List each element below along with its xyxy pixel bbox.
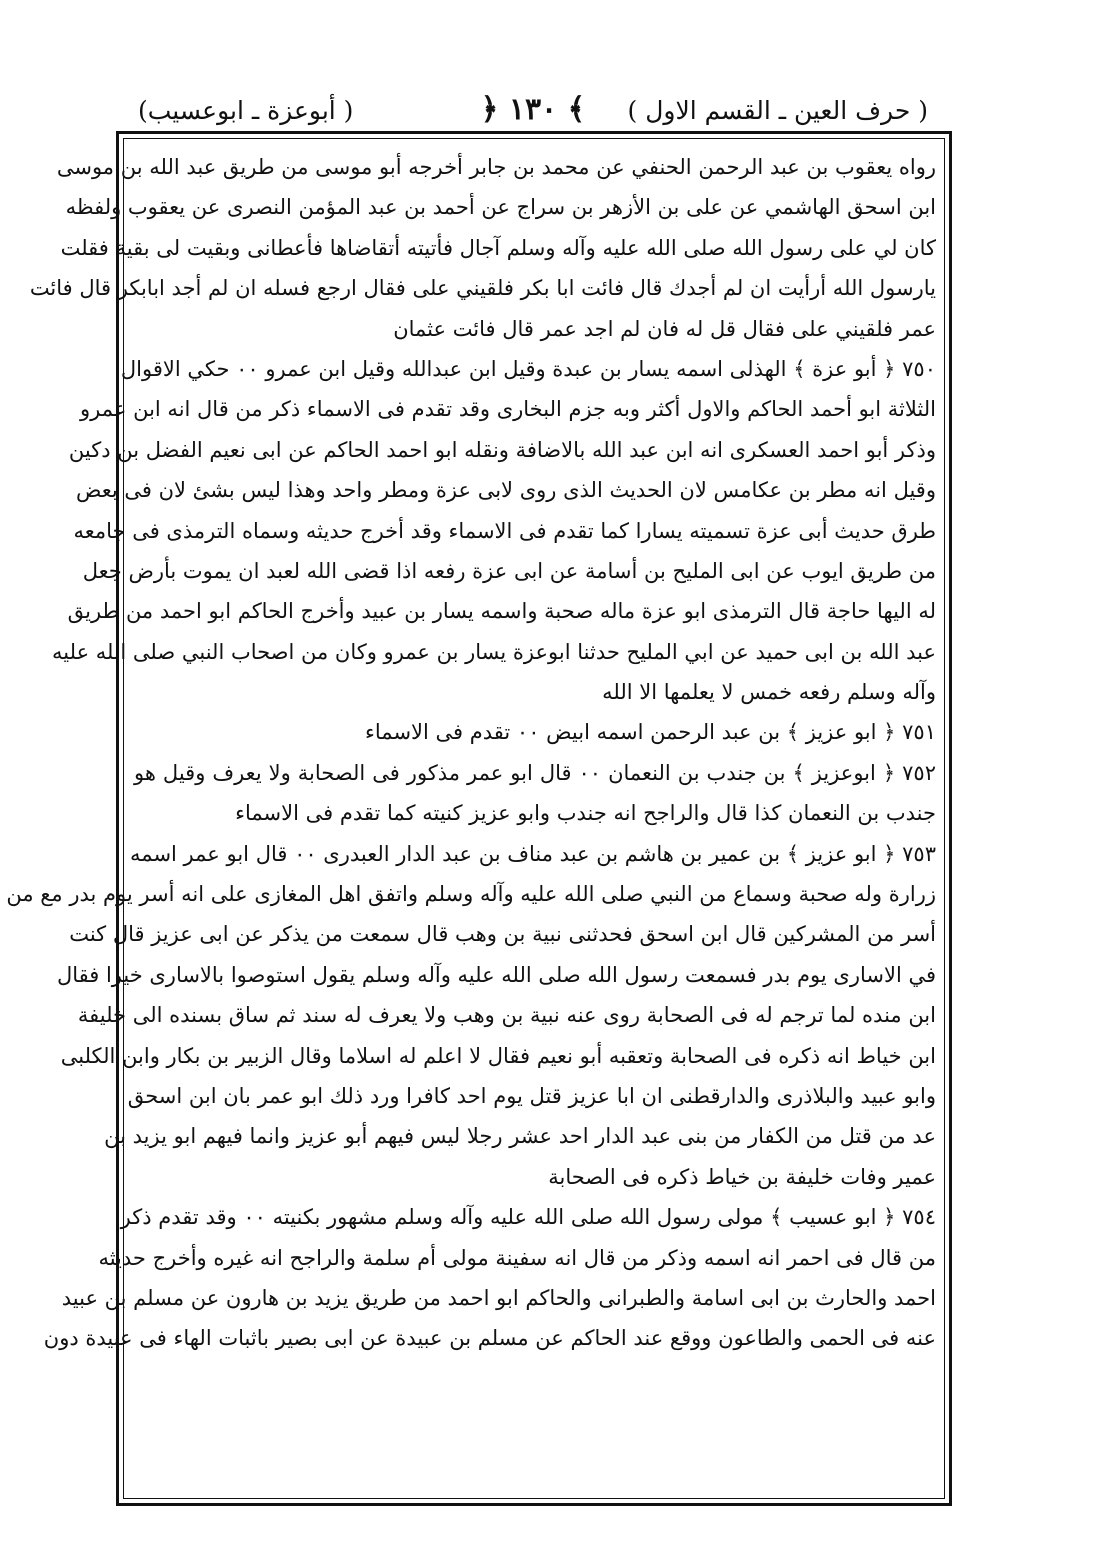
text-line: عمير وفات خليفة بن خياط ذكره فى الصحابة (548, 1164, 936, 1189)
text-line: عبد الله بن ابى حميد عن ابي المليح حدثنا ابوعزة يسار بن عمرو وكان من اصحاب النبي صلى الله عليه (52, 639, 936, 664)
text-line: ابن خياط انه ذكره فى الصحابة وتعقبه أبو نعيم فقال لا اعلم له اسلاما وقال الزبير بن بكار وابن الكلبى (60, 1043, 936, 1068)
body-text (6, 147, 936, 1359)
text-line: زرارة وله صحبة وسماع من النبي صلى الله عليه وآله وسلم واتفق اهل المغازى على انه أسر يوم بدر مع من (6, 882, 936, 907)
text-line: وقيل انه مطر بن عكامس لان الحديث الذى روى لابى عزة ومطر واحد وهذا ليس بشئ لان فى بعض (76, 478, 936, 503)
text-line: له اليها حاجة قال الترمذى ابو عزة ماله صحبة واسمه يسار بن عبيد وأخرج الحاكم ابو احمد من طريق (67, 599, 936, 624)
text-line: ابن منده لما ترجم له فى الصحابة روى عنه نبية بن وهب ولا يعرف له سند ثم ساق بسنده الى خليفة (77, 1003, 936, 1028)
page-header (138, 86, 928, 136)
text-line: وذكر أبو احمد العسكرى انه ابن عبد الله بالاضافة ونقله ابو احمد الحاكم عن ابى نعيم الفضل بن دكين (68, 437, 936, 462)
entries-heading: ( أبوعزة ـ ابوعسيب) (138, 96, 354, 125)
text-line: رواه يعقوب بن عبد الرحمن الحنفي عن محمد بن جابر أخرجه أبو موسى من طريق عبد الله بن موسى (56, 155, 936, 179)
text-line: الثلاثة ابو أحمد الحاكم والاول أكثر وبه جزم البخارى وقد تقدم فى الاسماء ذكر من قال انه ابن عمرو (80, 397, 936, 422)
text-line: عد من قتل من الكفار من بنى عبد الدار احد عشر رجلا ليس فيهم أبو عزيز وانما فيهم ابو يزيد بن (104, 1124, 936, 1149)
text-line: كان لي على رسول الله صلى الله عليه وآله وسلم آجال فأتيته أتقاضاها فأعطانى وبقيت لى بقية فقلت (60, 235, 936, 260)
entry-754-line: ٧٥٤ ﴿ ابو عسيب ﴾ مولى رسول الله صلى الله عليه وآله وسلم مشهور بكنيته ٠٠ وقد تقدم ذكر (120, 1205, 936, 1230)
text-line: يارسول الله أرأيت ان لم أجدك قال فائت ابا بكر فلقيني على فقال ارجع فسله ان لم أجد ابابكر قال فائت (29, 276, 936, 301)
text-line: من طريق ايوب عن ابى المليح بن أسامة عن ابى عزة رفعه اذا قضى الله لعبد ان يموت بأرض جعل (82, 558, 936, 583)
text-line: من قال فى احمر انه اسمه وذكر من قال انه سفينة مولى أم سلمة والراجح انه غيره وأخرج حديثه (98, 1245, 936, 1270)
text-line: احمد والحارث بن ابى اسامة والطبرانى والحاكم ابو احمد من طريق يزيد بن هارون عن مسلم بن عبيد (61, 1285, 936, 1310)
entry-750-line: ٧٥٠ ﴿ أبو عزة ﴾ الهذلى اسمه يسار بن عبدة وقيل ابن عبدالله وقيل ابن عمرو ٠٠ حكي الاقوال (120, 356, 936, 381)
text-line: عنه فى الحمى والطاعون ووقع عند الحاكم عن مسلم بن عبيدة عن ابى بصير باثبات الهاء فى عبيدة دون (43, 1326, 936, 1351)
text-line: جندب بن النعمان كذا قال والراجح انه جندب وابو عزيز كنيته كما تقدم فى الاسماء (235, 801, 936, 826)
entry-753-line: ٧٥٣ ﴿ ابو عزيز ﴾ بن عمير بن هاشم بن عبد مناف بن عبد الدار العبدرى ٠٠ قال ابو عمر اسمه (130, 841, 936, 866)
text-line: في الاسارى يوم بدر فسمعت رسول الله صلى الله عليه وآله وسلم يقول استوصوا بالاسارى خيرا فقال (56, 962, 936, 987)
page-number: ﴾ ١٣٠ ﴿ (480, 92, 586, 127)
text-line: عمر فلقيني على فقال قل له فان لم اجد عمر قال فائت عثمان (393, 316, 936, 341)
chapter-heading: ( حرف العين ـ القسم الاول ) (627, 96, 928, 125)
text-line: وآله وسلم رفعه خمس لا يعلمها الا الله (602, 680, 936, 705)
text-line: طرق حديث أبى عزة تسميته يسارا كما تقدم فى الاسماء وقد أخرج حديثه وسماه الترمذى فى جامعه (73, 518, 936, 543)
text-line: أسر من المشركين قال ابن اسحق فحدثنى نبية بن وهب قال سمعت من يذكر عن ابى عزيز قال كنت (69, 922, 936, 947)
entry-751-line: ٧٥١ ﴿ ابو عزيز ﴾ بن عبد الرحمن اسمه ابيض ٠٠ تقدم فى الاسماء (365, 720, 936, 745)
text-line: ابن اسحق الهاشمي عن على بن الأزهر بن سراج عن أحمد بن عبد المؤمن النصرى عن يعقوب ولفظه (65, 195, 936, 220)
text-line: وابو عبيد والبلاذرى والدارقطنى ان ابا عزيز قتل يوم احد كافرا ورد ذلك ابو عمر بان ابن اسحق (127, 1083, 936, 1108)
entry-752-line: ٧٥٢ ﴿ ابوعزيز ﴾ بن جندب بن النعمان ٠٠ قال ابو عمر مذكور فى الصحابة ولا يعرف وقيل هو (134, 760, 936, 785)
